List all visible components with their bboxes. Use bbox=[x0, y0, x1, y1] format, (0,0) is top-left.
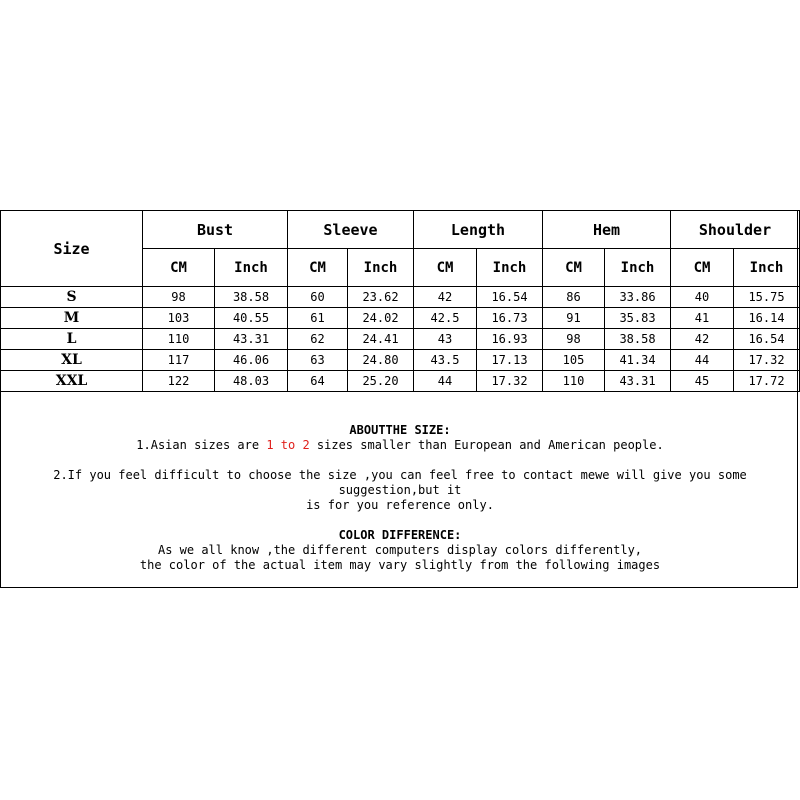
note-line-4: the color of the actual item may vary slightly from the following images bbox=[139, 558, 661, 572]
measurement-cell: 16.54 bbox=[734, 329, 800, 350]
measurement-cell: 24.02 bbox=[348, 308, 414, 329]
measurement-cell: 86 bbox=[543, 287, 605, 308]
measurement-cell: 40 bbox=[671, 287, 734, 308]
measurement-cell: 16.93 bbox=[477, 329, 543, 350]
unit-cm: CM bbox=[143, 249, 215, 287]
size-cell: S bbox=[1, 287, 143, 308]
unit-cm: CM bbox=[543, 249, 605, 287]
measurement-cell: 23.62 bbox=[348, 287, 414, 308]
measurement-cell: 38.58 bbox=[215, 287, 288, 308]
size-cell: XL bbox=[1, 350, 143, 371]
measurement-cell: 110 bbox=[143, 329, 215, 350]
measurement-cell: 43.5 bbox=[414, 350, 477, 371]
unit-inch: Inch bbox=[348, 249, 414, 287]
size-cell: XXL bbox=[1, 371, 143, 392]
measurement-cell: 16.73 bbox=[477, 308, 543, 329]
measurement-cell: 35.83 bbox=[605, 308, 671, 329]
measurement-cell: 46.06 bbox=[215, 350, 288, 371]
measurement-cell: 62 bbox=[288, 329, 348, 350]
measurement-cell: 17.32 bbox=[477, 371, 543, 392]
header-length: Length bbox=[414, 211, 543, 249]
measurement-cell: 98 bbox=[143, 287, 215, 308]
header-row bbox=[1, 211, 800, 249]
table-row bbox=[1, 329, 800, 350]
table-row bbox=[1, 371, 800, 392]
header-hem: Hem bbox=[543, 211, 671, 249]
note-line-1 bbox=[1, 438, 799, 453]
unit-cm: CM bbox=[288, 249, 348, 287]
color-difference-title: COLOR DIFFERENCE: bbox=[338, 528, 462, 542]
measurement-cell: 24.80 bbox=[348, 350, 414, 371]
unit-cm: CM bbox=[414, 249, 477, 287]
measurement-cell: 44 bbox=[414, 371, 477, 392]
table-body bbox=[1, 287, 800, 392]
measurement-cell: 16.54 bbox=[477, 287, 543, 308]
note-line-3: As we all know ,the different computers display colors differently, bbox=[157, 543, 643, 557]
header-shoulder: Shoulder bbox=[671, 211, 800, 249]
measurement-cell: 25.20 bbox=[348, 371, 414, 392]
size-notes bbox=[1, 423, 799, 573]
measurement-cell: 43.31 bbox=[215, 329, 288, 350]
unit-inch: Inch bbox=[734, 249, 800, 287]
measurement-cell: 64 bbox=[288, 371, 348, 392]
measurement-cell: 33.86 bbox=[605, 287, 671, 308]
unit-inch: Inch bbox=[605, 249, 671, 287]
unit-inch: Inch bbox=[215, 249, 288, 287]
table-row bbox=[1, 308, 800, 329]
measurement-cell: 43.31 bbox=[605, 371, 671, 392]
measurement-cell: 43 bbox=[414, 329, 477, 350]
note-highlight: 1 to 2 bbox=[266, 438, 310, 452]
size-header: Size bbox=[1, 211, 143, 287]
measurement-cell: 41.34 bbox=[605, 350, 671, 371]
unit-cm: CM bbox=[671, 249, 734, 287]
note-line-2b: is for you reference only. bbox=[306, 498, 494, 512]
unit-inch: Inch bbox=[477, 249, 543, 287]
measurement-cell: 41 bbox=[671, 308, 734, 329]
measurement-cell: 122 bbox=[143, 371, 215, 392]
measurement-cell: 45 bbox=[671, 371, 734, 392]
size-cell: L bbox=[1, 329, 143, 350]
size-chart bbox=[0, 210, 798, 588]
note-text: 1.Asian sizes are bbox=[136, 438, 267, 452]
header-sleeve: Sleeve bbox=[288, 211, 414, 249]
measurement-cell: 15.75 bbox=[734, 287, 800, 308]
measurement-cell: 110 bbox=[543, 371, 605, 392]
measurement-cell: 98 bbox=[543, 329, 605, 350]
measurement-cell: 42.5 bbox=[414, 308, 477, 329]
measurement-cell: 117 bbox=[143, 350, 215, 371]
measurement-cell: 61 bbox=[288, 308, 348, 329]
header-bust: Bust bbox=[143, 211, 288, 249]
measurement-cell: 17.13 bbox=[477, 350, 543, 371]
measurement-cell: 105 bbox=[543, 350, 605, 371]
note-text: sizes smaller than European and American people. bbox=[309, 438, 664, 452]
measurement-cell: 16.14 bbox=[734, 308, 800, 329]
measurement-cell: 38.58 bbox=[605, 329, 671, 350]
size-table bbox=[0, 210, 800, 392]
measurement-cell: 42 bbox=[414, 287, 477, 308]
table-row bbox=[1, 350, 800, 371]
measurement-cell: 60 bbox=[288, 287, 348, 308]
measurement-cell: 103 bbox=[143, 308, 215, 329]
measurement-cell: 91 bbox=[543, 308, 605, 329]
size-cell: M bbox=[1, 308, 143, 329]
about-size-title: ABOUTTHE SIZE: bbox=[349, 423, 451, 437]
measurement-cell: 48.03 bbox=[215, 371, 288, 392]
measurement-cell: 44 bbox=[671, 350, 734, 371]
measurement-cell: 17.32 bbox=[734, 350, 800, 371]
measurement-cell: 17.72 bbox=[734, 371, 800, 392]
measurement-cell: 40.55 bbox=[215, 308, 288, 329]
measurement-cell: 63 bbox=[288, 350, 348, 371]
table-row bbox=[1, 287, 800, 308]
measurement-cell: 42 bbox=[671, 329, 734, 350]
measurement-cell: 24.41 bbox=[348, 329, 414, 350]
note-line-2a: 2.If you feel difficult to choose the size ,you can feel free to contact mewe will give you some suggestion,but it bbox=[53, 468, 747, 497]
